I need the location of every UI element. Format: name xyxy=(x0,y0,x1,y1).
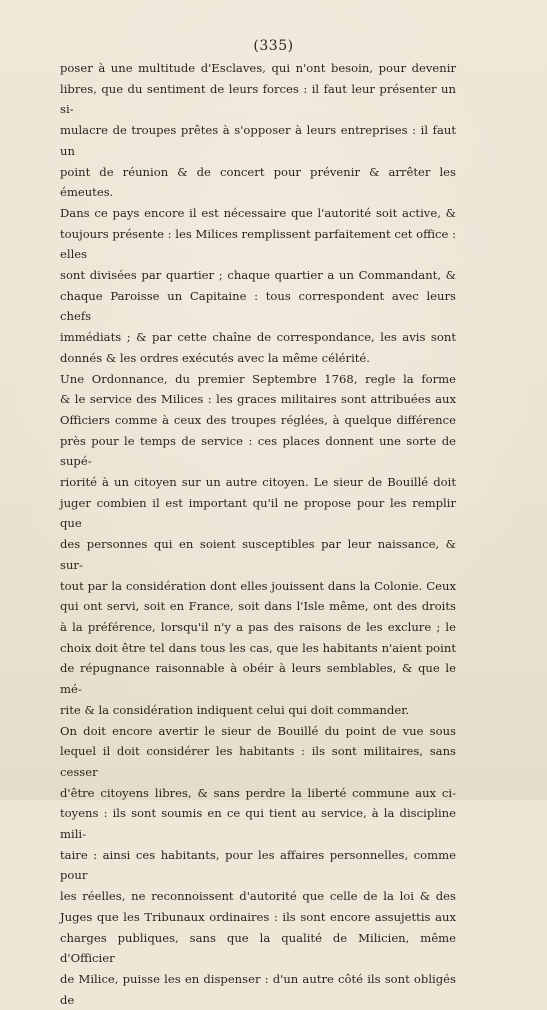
text-line: près pour le temps de service : ces places donnent une sorte de supé- xyxy=(60,433,456,469)
text-line: d'être citoyens libres, & sans perdre la liberté commune aux ci- xyxy=(60,785,456,800)
text-line: lequel il doit considérer les habitants : ils sont militaires, sans cesser xyxy=(60,744,456,779)
text-line: à la préférence, lorsqu'il n'y a pas des raisons de les exclure ; le xyxy=(60,619,456,634)
text-line: tout par la considération dont elles jouissent dans la Colonie. Ceux xyxy=(60,578,456,593)
text-line: mulacre de troupes prêtes à s'opposer à leurs entreprises : il faut un xyxy=(60,123,456,158)
text-line: les réelles, ne reconnoissent d'autorité que celle de la loi & des xyxy=(60,889,456,904)
text-line: poser à une multitude d'Esclaves, qui n'ont besoin, pour devenir xyxy=(60,61,456,75)
text-line: toyens : ils sont soumis en ce qui tient au service, à la discipline mili- xyxy=(60,806,456,842)
text-line: Une Ordonnance, du premier Septembre 1768, regle la forme xyxy=(60,371,456,386)
text-line: point de réunion & de concert pour prévenir & arrêter les émeutes. xyxy=(60,164,456,200)
text-line: Juges que les Tribunaux ordinaires : ils sont encore assujettis aux xyxy=(60,909,456,924)
text-line: sont divisées par quartier ; chaque quartier a un Commandant, & xyxy=(60,268,456,283)
text-line: juger combien il est important qu'il ne propose pour les remplir que xyxy=(60,495,456,531)
text-line: & le service des Milices : les graces militaires sont attribuées aux xyxy=(60,392,456,407)
page-number: (335) xyxy=(253,38,294,54)
text-line: rite & la considération indiquent celui qui doit commander. xyxy=(60,702,410,717)
text-line: qui ont servi, soit en France, soit dans l'Isle même, ont des droits xyxy=(60,599,456,614)
text-line: charges publiques, sans que la qualité de Milicien, même d'Officier xyxy=(60,930,456,966)
text-line: On doit encore avertir le sieur de Bouillé du point de vue sous xyxy=(60,723,456,738)
text-line: chaque Paroisse un Capitaine : tous correspondent avec leurs chefs xyxy=(60,288,456,324)
text-line: toujours présente : les Milices remplissent parfaitement cet office : elles xyxy=(60,226,456,262)
text-line: taire : ainsi ces habitants, pour les affaires personnelles, comme pour xyxy=(60,847,456,883)
text-line: Officiers comme à ceux des troupes réglées, à quelque différence xyxy=(60,412,456,427)
text-line: riorité à un citoyen sur un autre citoyen. Le sieur de Bouillé doit xyxy=(60,475,456,490)
text-line: donnés & les ordres exécutés avec la même célérité. xyxy=(60,350,370,365)
text-line: libres, que du sentiment de leurs forces : il faut leur présenter un si- xyxy=(60,81,456,117)
text-line: Dans ce pays encore il est nécessaire que l'autorité soit active, & xyxy=(60,205,456,220)
text-line: de répugnance raisonnable à obéir à leurs semblables, & que le mé- xyxy=(60,661,456,697)
text-line: des personnes qui en soient susceptibles par leur naissance, & sur- xyxy=(60,537,456,572)
body-text xyxy=(60,58,456,1010)
text-line: immédiats ; & par cette chaîne de correspondance, les avis sont xyxy=(60,330,456,345)
text-line: choix doit être tel dans tous les cas, que les habitants n'aient point xyxy=(60,640,456,655)
text-line: de Milice, puisse les en dispenser : d'un autre côté ils sont obligés de xyxy=(60,971,456,1007)
